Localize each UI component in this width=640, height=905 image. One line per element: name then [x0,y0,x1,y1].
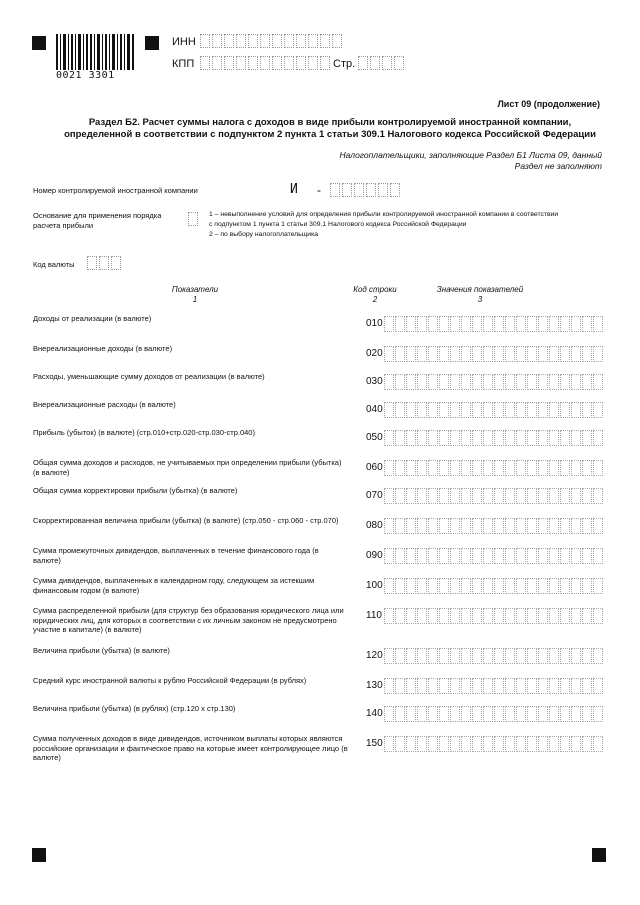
row-value-field-060[interactable] [384,460,606,476]
note-line2: Раздел не заполняют [514,161,602,171]
barcode-number: 0021 3301 [56,70,115,81]
row-label-010: Доходы от реализации (в валюте) [33,314,152,323]
row-label-050: Прибыль (убыток) (в валюте) (стр.010+стр.020-стр.030-стр.040) [33,428,255,437]
row-label-040: Внереализационные расходы (в валюте) [33,400,176,409]
note-line1: Налогоплательщики, заполняющие Раздел Б1 Листа 09, данный [339,150,602,160]
row-code-060: 060 [366,462,383,473]
page-label: Стр. [333,58,356,70]
row-code-140: 140 [366,708,383,719]
inn-label: ИНН [172,36,196,48]
row-label-100: Сумма дивидендов, выплаченных в календарном году, следующем за истекшим финансовым годом (в валюте) [33,576,315,595]
row-code-080: 080 [366,520,383,531]
row-code-050: 050 [366,432,383,443]
company-number-prefix: И [290,182,298,197]
row-label-080: Скорректированная величина прибыли (убытка) (в валюте) (стр.050 - стр.060 - стр.070) [33,516,339,525]
col-values-num: 3 [477,295,483,304]
basis-field[interactable] [188,212,200,226]
currency-label: Код валюты [33,260,75,269]
row-label-110: Сумма распределенной прибыли (для структур без образования юридического лица или юридических лиц, для которых в соответствии с их личным законом не предусмотрено участие в капитале) (в валюте) [33,606,344,634]
col-indicators-num: 1 [192,295,198,304]
row-code-030: 030 [366,376,383,387]
row-code-150: 150 [366,738,383,749]
inn-field[interactable] [200,34,344,48]
kpp-label: КПП [172,58,195,70]
corner-marker-top-right [145,36,159,50]
corner-marker-bottom-left [32,848,46,862]
row-code-130: 130 [366,680,383,691]
company-number-dash: - [317,183,321,197]
row-label-130: Средний курс иностранной валюты к рублю Российской Федерации (в рублях) [33,676,307,685]
row-code-110: 110 [366,610,382,621]
row-value-field-120[interactable] [384,648,606,664]
col-values [420,285,540,305]
col-indicators [130,285,260,305]
basis-option2: 2 – по выбору налогоплательщика [209,231,318,238]
row-label-020: Внереализационные доходы (в валюте) [33,344,173,353]
sheet-title: Лист 09 (продолжение) [497,99,600,109]
row-code-040: 040 [366,404,383,415]
row-value-field-080[interactable] [384,518,606,534]
row-code-090: 090 [366,550,383,561]
row-label-070: Общая сумма корректировки прибыли (убытка) (в валюте) [33,486,238,495]
currency-field[interactable] [87,256,123,270]
row-value-field-110[interactable] [384,608,606,624]
col-code-num: 2 [372,295,378,304]
col-values-title: Значения показателей [436,285,524,294]
col-code-title: Код строки [353,285,397,294]
row-value-field-010[interactable] [384,316,606,332]
row-code-020: 020 [366,348,383,359]
kpp-field[interactable] [200,56,332,70]
row-label-030: Расходы, уменьшающие сумму доходов от реализации (в валюте) [33,372,265,381]
row-code-010: 010 [366,318,383,329]
row-value-field-140[interactable] [384,706,606,722]
row-value-field-030[interactable] [384,374,606,390]
basis-option1-line1: 1 – невыполнение условий для определения прибыли контролируемой иностранной компании в соответствии [209,211,559,218]
row-label-060: Общая сумма доходов и расходов, не учитываемых при определении прибыли (убытка) (в валюте) [33,458,342,477]
row-value-field-070[interactable] [384,488,606,504]
corner-marker-bottom-right [592,848,606,862]
page-field[interactable] [358,56,406,70]
row-value-field-020[interactable] [384,346,606,362]
row-code-120: 120 [366,650,383,661]
row-code-070: 070 [366,490,383,501]
row-value-field-090[interactable] [384,548,606,564]
row-label-140: Величина прибыли (убытка) (в рублях) (стр.120 х стр.130) [33,704,236,713]
row-label-150: Сумма полученных доходов в виде дивидендов, источником выплаты которых являются российские организации и фактическое право на которые имеет контролирующее лицо (в валюте) [33,734,348,762]
section-title-line1: Раздел Б2. Расчет суммы налога с доходов в виде прибыли контролируемой иностранной компании, [88,117,572,128]
basis-option1-line2: с подпунктом 1 пункта 1 статьи 309.1 Налогового кодекса Российской Федерации [209,221,467,228]
row-value-field-100[interactable] [384,578,606,594]
row-value-field-130[interactable] [384,678,606,694]
col-indicators-title: Показатели [171,285,219,294]
row-value-field-050[interactable] [384,430,606,446]
row-value-field-150[interactable] [384,736,606,752]
company-number-label: Номер контролируемой иностранной компании [33,186,198,195]
col-code [345,285,405,305]
row-code-100: 100 [366,580,383,591]
basis-label-line2: расчета прибыли [33,221,94,230]
row-value-field-040[interactable] [384,402,606,418]
row-label-090: Сумма промежуточных дивидендов, выплаченных в течение финансового года (в валюте) [33,546,319,565]
section-title-line2: определенной в соответствии с подпунктом 2 пункта 1 статьи 309.1 Налогового кодекса Российской Федерации [64,129,596,140]
corner-marker-top-left [32,36,46,50]
barcode [56,34,136,70]
row-label-120: Величина прибыли (убытка) (в валюте) [33,646,170,655]
basis-label-line1: Основание для применения порядка [33,211,162,220]
company-number-field[interactable] [330,183,402,197]
